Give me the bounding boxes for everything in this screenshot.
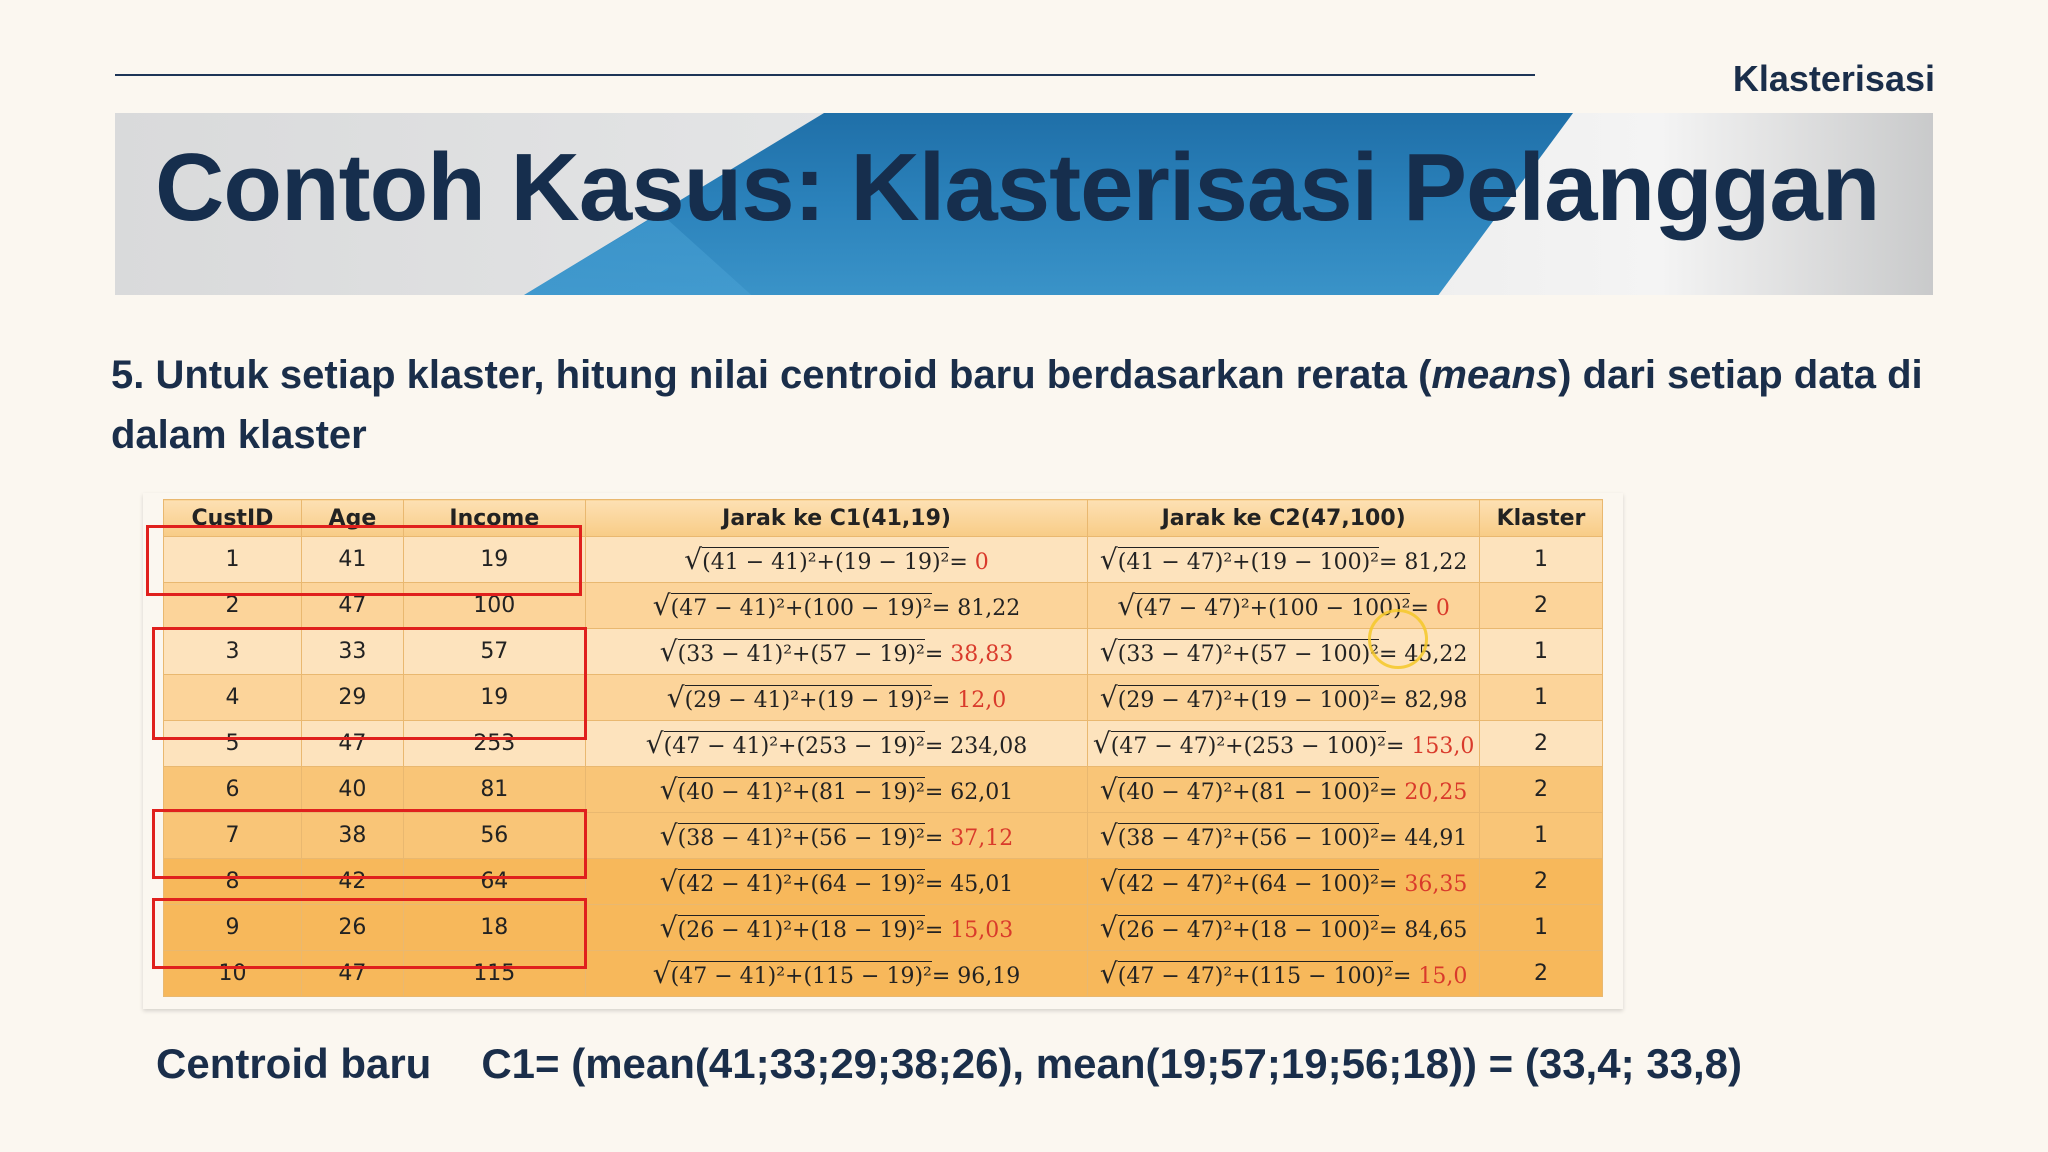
distance-value: 37,12	[950, 826, 1014, 851]
distance-value: 0	[1435, 596, 1450, 621]
step-text-part1: 5. Untuk setiap klaster, hitung nilai centroid baru berdasarkan rerata (	[111, 353, 1432, 397]
cursor-highlight	[1368, 609, 1428, 669]
cell-age: 40	[301, 767, 403, 813]
cell-custid: 7	[164, 813, 302, 859]
distance-value: 62,01	[950, 780, 1014, 805]
formula-expression: (47 − 47)²+(100 − 100)²	[1135, 593, 1410, 621]
highlight-box-row9	[152, 898, 587, 969]
distance-value: 38,83	[950, 642, 1014, 667]
equals-sign: =	[924, 918, 951, 943]
cell-jarak-c1	[585, 813, 1088, 859]
cell-age: 41	[301, 537, 403, 583]
distance-value: 84,65	[1404, 918, 1468, 943]
cell-klaster: 1	[1480, 813, 1603, 859]
cell-income: 81	[403, 767, 585, 813]
cell-klaster: 1	[1480, 905, 1603, 951]
cell-jarak-c1	[585, 721, 1088, 767]
top-rule	[115, 74, 1535, 76]
distance-value: 15,0	[1418, 964, 1468, 989]
formula-expression: (26 − 47)²+(18 − 100)²	[1118, 915, 1379, 943]
highlight-box-rows3-4	[152, 627, 587, 740]
equals-sign: =	[924, 872, 951, 897]
cell-jarak-c1	[585, 951, 1088, 997]
distance-value: 96,19	[957, 964, 1021, 989]
cell-income: 18	[403, 905, 585, 951]
col-header-age: Age	[301, 500, 403, 537]
distance-value: 0	[974, 550, 989, 575]
cell-income: 56	[403, 813, 585, 859]
cell-age: 47	[301, 721, 403, 767]
sqrt-symbol: √	[1099, 911, 1118, 944]
cell-jarak-c2	[1088, 675, 1480, 721]
cell-income: 19	[403, 675, 585, 721]
cell-custid: 2	[164, 583, 302, 629]
sqrt-symbol: √	[1092, 727, 1111, 760]
formula-expression: (41 − 47)²+(19 − 100)²	[1118, 547, 1379, 575]
step-text	[111, 345, 1941, 465]
equals-sign: =	[1378, 918, 1405, 943]
cell-jarak-c1	[585, 537, 1088, 583]
cell-custid: 10	[164, 951, 302, 997]
distance-value: 82,98	[1404, 688, 1468, 713]
formula-expression: (29 − 41)²+(19 − 19)²	[685, 685, 932, 713]
highlight-box-row7	[152, 809, 587, 879]
formula-expression: (38 − 41)²+(56 − 19)²	[678, 823, 925, 851]
equals-sign: =	[924, 780, 951, 805]
cell-age: 47	[301, 951, 403, 997]
step-text-part2: ) dari setiap data di dalam klaster	[111, 353, 1923, 457]
distance-value: 45,01	[950, 872, 1014, 897]
equals-sign: =	[1378, 780, 1405, 805]
distance-value: 36,35	[1404, 872, 1468, 897]
cell-custid: 4	[164, 675, 302, 721]
col-header-jarak-c2: Jarak ke C2(47,100)	[1088, 500, 1480, 537]
equals-sign: =	[931, 688, 958, 713]
formula-expression: (26 − 41)²+(18 − 19)²	[678, 915, 925, 943]
formula-expression: (33 − 41)²+(57 − 19)²	[678, 639, 925, 667]
formula-expression: (40 − 41)²+(81 − 19)²	[678, 777, 925, 805]
cell-klaster: 2	[1480, 951, 1603, 997]
sqrt-symbol: √	[659, 819, 678, 852]
cell-jarak-c2	[1088, 905, 1480, 951]
sqrt-symbol: √	[1099, 865, 1118, 898]
cell-age: 29	[301, 675, 403, 721]
centroid-line	[156, 1040, 1742, 1088]
formula-expression: (38 − 47)²+(56 − 100)²	[1118, 823, 1379, 851]
cell-jarak-c1	[585, 583, 1088, 629]
cell-jarak-c2	[1088, 951, 1480, 997]
sqrt-symbol: √	[684, 543, 703, 576]
formula-expression: (33 − 47)²+(57 − 100)²	[1118, 639, 1379, 667]
sqrt-symbol: √	[659, 911, 678, 944]
equals-sign: =	[931, 964, 958, 989]
formula-expression: (42 − 47)²+(64 − 100)²	[1118, 869, 1379, 897]
cell-income: 57	[403, 629, 585, 675]
equals-sign: =	[931, 596, 958, 621]
distance-value: 153,0	[1411, 734, 1475, 759]
cell-custid: 3	[164, 629, 302, 675]
cell-age: 33	[301, 629, 403, 675]
cell-jarak-c2	[1088, 767, 1480, 813]
cell-jarak-c2	[1088, 537, 1480, 583]
cell-klaster: 2	[1480, 583, 1603, 629]
formula-expression: (47 − 47)²+(115 − 100)²	[1118, 961, 1393, 989]
sqrt-symbol: √	[652, 589, 671, 622]
cell-income: 19	[403, 537, 585, 583]
cell-age: 26	[301, 905, 403, 951]
distance-value: 81,22	[957, 596, 1021, 621]
cell-custid: 6	[164, 767, 302, 813]
equals-sign: =	[1385, 734, 1412, 759]
cell-jarak-c1	[585, 905, 1088, 951]
sqrt-symbol: √	[1099, 635, 1118, 668]
formula-expression: (41 − 41)²+(19 − 19)²	[702, 547, 949, 575]
formula-expression: (29 − 47)²+(19 − 100)²	[1118, 685, 1379, 713]
cell-jarak-c1	[585, 675, 1088, 721]
sqrt-symbol: √	[645, 727, 664, 760]
col-header-klaster: Klaster	[1480, 500, 1603, 537]
sqrt-symbol: √	[1099, 543, 1118, 576]
sqrt-symbol: √	[659, 865, 678, 898]
distance-value: 12,0	[957, 688, 1007, 713]
equals-sign: =	[1378, 688, 1405, 713]
formula-expression: (47 − 41)²+(253 − 19)²	[664, 731, 925, 759]
cell-jarak-c2	[1088, 721, 1480, 767]
cell-jarak-c1	[585, 767, 1088, 813]
equals-sign: =	[924, 826, 951, 851]
sqrt-symbol: √	[1099, 773, 1118, 806]
equals-sign: =	[1378, 642, 1405, 667]
formula-expression: (47 − 41)²+(100 − 19)²	[671, 593, 932, 621]
cell-income: 253	[403, 721, 585, 767]
sqrt-symbol: √	[666, 681, 685, 714]
col-header-custid: CustID	[164, 500, 302, 537]
distance-value: 234,08	[950, 734, 1028, 759]
cell-klaster: 1	[1480, 629, 1603, 675]
page-title: Contoh Kasus: Klasterisasi Pelanggan	[155, 134, 1880, 241]
title-banner	[115, 113, 1933, 295]
formula-expression: (47 − 47)²+(253 − 100)²	[1111, 731, 1386, 759]
cell-klaster: 2	[1480, 859, 1603, 905]
step-text-italic: means	[1431, 353, 1559, 397]
equals-sign: =	[924, 642, 951, 667]
cell-jarak-c2	[1088, 859, 1480, 905]
col-header-jarak-c1: Jarak ke C1(41,19)	[585, 500, 1088, 537]
equals-sign: =	[1378, 826, 1405, 851]
cell-jarak-c1	[585, 629, 1088, 675]
equals-sign: =	[1410, 596, 1436, 621]
sqrt-symbol: √	[1099, 819, 1118, 852]
centroid-label: Centroid baru	[156, 1040, 432, 1087]
equals-sign: =	[924, 734, 951, 759]
section-label: Klasterisasi	[1732, 58, 1935, 99]
formula-expression: (40 − 47)²+(81 − 100)²	[1118, 777, 1379, 805]
equals-sign: =	[949, 550, 975, 575]
cell-custid: 1	[164, 537, 302, 583]
sqrt-symbol: √	[1099, 957, 1118, 990]
cell-klaster: 2	[1480, 721, 1603, 767]
cell-klaster: 1	[1480, 675, 1603, 721]
distance-value: 45,22	[1404, 642, 1468, 667]
table-row	[164, 767, 1603, 813]
centroid-equation: C1= (mean(41;33;29;38;26), mean(19;57;19;56;18)) = (33,4; 33,8)	[481, 1040, 1742, 1087]
cell-age: 38	[301, 813, 403, 859]
sqrt-symbol: √	[659, 773, 678, 806]
cell-custid: 5	[164, 721, 302, 767]
highlight-box-row1	[146, 525, 582, 596]
cell-jarak-c2	[1088, 813, 1480, 859]
equals-sign: =	[1378, 872, 1405, 897]
cell-klaster: 1	[1480, 537, 1603, 583]
formula-expression: (42 − 41)²+(64 − 19)²	[678, 869, 925, 897]
cell-age: 47	[301, 583, 403, 629]
cell-jarak-c1	[585, 859, 1088, 905]
cell-age: 42	[301, 859, 403, 905]
sqrt-symbol: √	[1117, 589, 1136, 622]
distance-value: 20,25	[1404, 780, 1468, 805]
equals-sign: =	[1378, 550, 1405, 575]
formula-expression: (47 − 41)²+(115 − 19)²	[671, 961, 932, 989]
sqrt-symbol: √	[659, 635, 678, 668]
distance-value: 81,22	[1404, 550, 1468, 575]
cell-income: 64	[403, 859, 585, 905]
distance-value: 44,91	[1404, 826, 1468, 851]
sqrt-symbol: √	[652, 957, 671, 990]
sqrt-symbol: √	[1099, 681, 1118, 714]
cell-income: 115	[403, 951, 585, 997]
equals-sign: =	[1392, 964, 1419, 989]
distance-value: 15,03	[950, 918, 1014, 943]
col-header-income: Income	[403, 500, 585, 537]
cell-klaster: 2	[1480, 767, 1603, 813]
cell-income: 100	[403, 583, 585, 629]
cell-custid: 8	[164, 859, 302, 905]
cell-custid: 9	[164, 905, 302, 951]
